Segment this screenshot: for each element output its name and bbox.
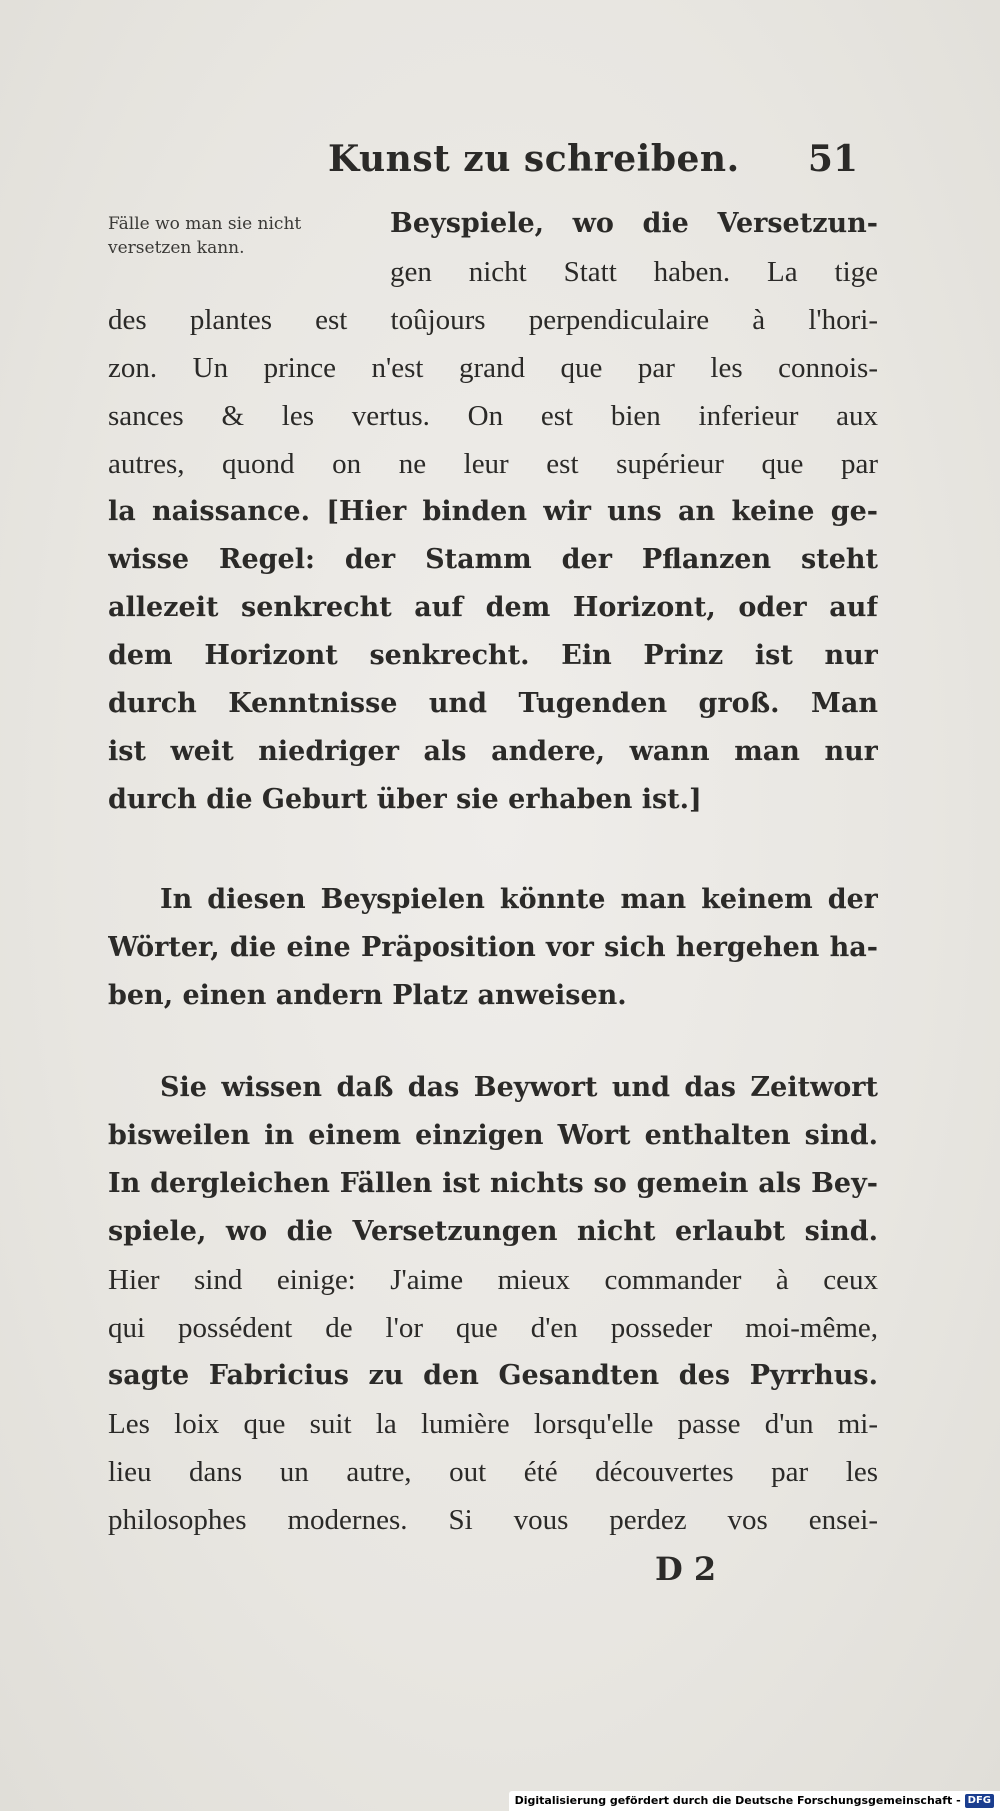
text-line: sances & les vertus. On est bien inferieur aux xyxy=(108,400,878,432)
text-line: durch die Geburt über sie erhaben ist.] xyxy=(108,784,702,815)
digitization-credit xyxy=(509,1791,1000,1811)
text-line: dem Horizont senkrecht. Ein Prinz ist nur xyxy=(108,640,878,671)
text-line: Wörter, die eine Präposition vor sich hergehen ha- xyxy=(108,932,878,963)
page-header xyxy=(110,138,870,188)
text-line: Sie wissen daß das Beywort und das Zeitwort xyxy=(160,1072,878,1103)
text-line: Les loix que suit la lumière lorsqu'elle passe d'un mi- xyxy=(108,1408,878,1440)
text-line: In diesen Beyspielen könnte man keinem der xyxy=(160,884,878,915)
text-line: la naissance. [Hier binden wir uns an keine ge- xyxy=(108,496,878,527)
text-line: autres, quond on ne leur est supérieur que par xyxy=(108,448,878,480)
paragraph-2 xyxy=(108,876,878,1020)
margin-note-line: versetzen kann. xyxy=(108,238,245,258)
text-line: lieu dans un autre, out été découvertes par les xyxy=(108,1456,878,1488)
running-title: Kunst zu schreiben. xyxy=(328,138,740,180)
margin-note-line: Fälle wo man sie nicht xyxy=(108,214,302,234)
text-line: sagte Fabricius zu den Gesandten des Pyrrhus. xyxy=(108,1360,878,1391)
text-line: philosophes modernes. Si vous perdez vos ensei- xyxy=(108,1504,878,1536)
text-line: allezeit senkrecht auf dem Horizont, oder auf xyxy=(108,592,878,623)
text-line: ist weit niedriger als andere, wann man nur xyxy=(108,736,878,767)
text-line: wisse Regel: der Stamm der Pflanzen steht xyxy=(108,544,878,575)
text-line: durch Kenntnisse und Tugenden groß. Man xyxy=(108,688,878,719)
credit-text: Digitalisierung gefördert durch die Deutsche Forschungsgemeinschaft - xyxy=(514,1794,961,1807)
text-line: Beyspiele, wo die Versetzun- xyxy=(390,208,878,239)
paragraph-1 xyxy=(108,200,878,824)
text-line: qui possédent de l'or que d'en posseder moi-même, xyxy=(108,1312,878,1344)
text-line: In dergleichen Fällen ist nichts so gemein als Bey- xyxy=(108,1168,878,1199)
text-line: des plantes est toûjours perpendiculaire à l'hori- xyxy=(108,304,878,336)
text-line: zon. Un prince n'est grand que par les connois- xyxy=(108,352,878,384)
text-line: ben, einen andern Platz anweisen. xyxy=(108,980,627,1011)
text-line: bisweilen in einem einzigen Wort enthalten sind. xyxy=(108,1120,878,1151)
dfg-logo: DFG xyxy=(965,1794,994,1808)
page-number: 51 xyxy=(807,138,858,180)
text-line: Hier sind einige: J'aime mieux commander à ceux xyxy=(108,1264,878,1296)
text-line: gen nicht Statt haben. La tige xyxy=(390,256,878,288)
signature-mark: D 2 xyxy=(655,1550,717,1588)
paragraph-3 xyxy=(108,1064,878,1544)
text-line: spiele, wo die Versetzungen nicht erlaubt sind. xyxy=(108,1216,878,1247)
